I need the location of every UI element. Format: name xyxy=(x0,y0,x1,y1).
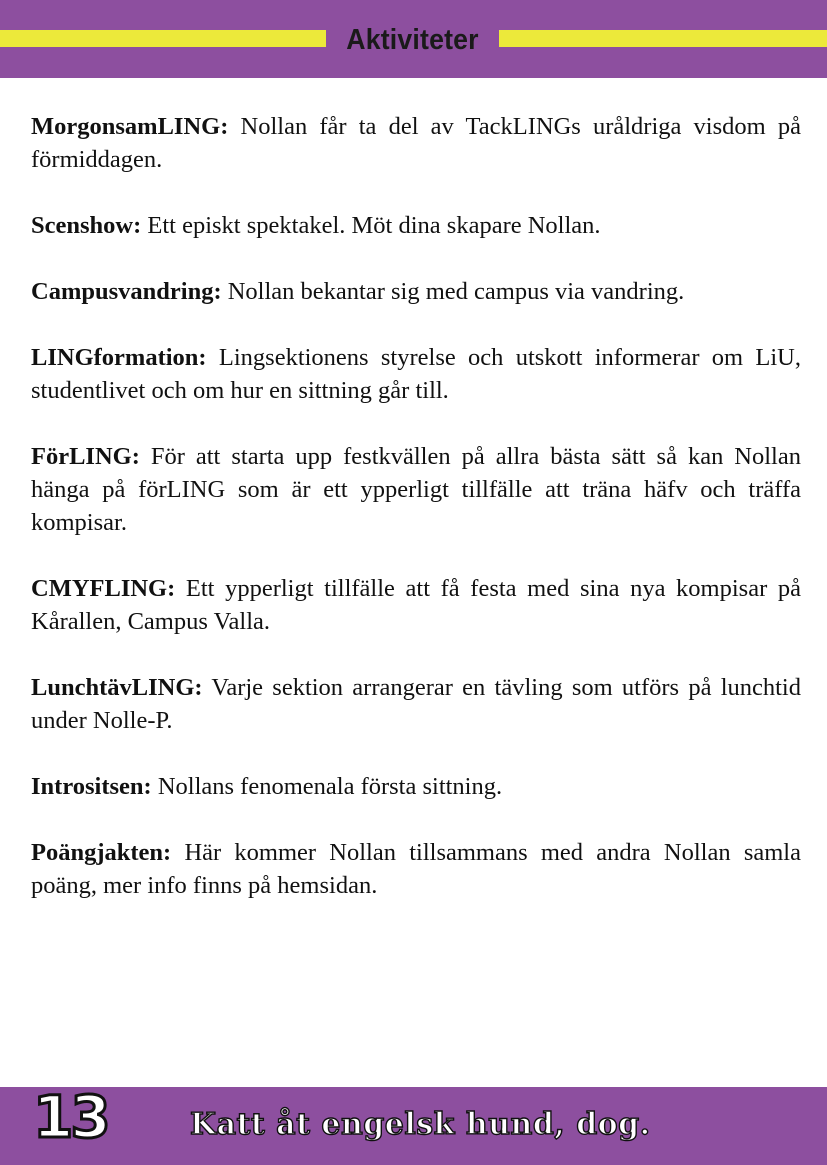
header-stripe-right xyxy=(499,30,827,47)
header-stripe-left xyxy=(0,30,326,47)
activity-description: För att starta upp festkvällen på allra bästa sätt så kan Nollan hänga på förLING som är ett ypperligt tillfälle att träna häfv och träffa kompisar. xyxy=(31,443,801,536)
activity-description: Ett ypperligt tillfälle att få festa med sina nya kompisar på Kårallen, Campus Valla. xyxy=(31,575,801,635)
activity-term: FörLING: xyxy=(31,443,140,470)
activity-entry xyxy=(31,572,801,638)
activity-entry xyxy=(31,275,801,308)
activity-description: Nollans fenomenala första sittning. xyxy=(151,773,503,800)
activity-description: Varje sektion arrangerar en tävling som utförs på lunchtid under Nolle-P. xyxy=(31,674,801,734)
activity-description: Nollan bekantar sig med campus via vandring. xyxy=(221,278,685,305)
activity-term: LINGformation: xyxy=(31,344,207,371)
activity-entry xyxy=(31,440,801,539)
header-band xyxy=(0,0,827,78)
activity-term: LunchtävLING: xyxy=(31,674,203,701)
activity-description: Nollan får ta del av TackLINGs uråldriga visdom på förmiddagen. xyxy=(31,113,801,173)
activity-list xyxy=(31,110,801,935)
activity-term: CMYFLING: xyxy=(31,575,176,602)
page-number: 13 xyxy=(33,1083,108,1151)
footer-tagline: Katt åt engelsk hund, dog. xyxy=(190,1107,651,1142)
activity-entry xyxy=(31,836,801,902)
activity-entry xyxy=(31,770,801,803)
activity-term: MorgonsamLING: xyxy=(31,113,229,140)
activity-term: Poängjakten: xyxy=(31,839,172,866)
activity-description: Lingsektionens styrelse och utskott informerar om LiU, studentlivet och om hur en sittning går till. xyxy=(31,344,801,404)
activity-entry xyxy=(31,209,801,242)
activity-entry xyxy=(31,110,801,176)
page-title: Aktiviteter xyxy=(346,24,479,56)
activity-entry xyxy=(31,341,801,407)
activity-term: Campusvandring: xyxy=(31,278,222,305)
activity-term: Scenshow: xyxy=(31,212,142,239)
footer-band xyxy=(0,1083,827,1165)
activity-description: Ett episkt spektakel. Möt dina skapare Nollan. xyxy=(141,212,601,239)
activity-description: Här kommer Nollan tillsammans med andra Nollan samla poäng, mer info finns på hemsidan. xyxy=(31,839,801,899)
activity-term: Intrositsen: xyxy=(31,773,152,800)
activity-entry xyxy=(31,671,801,737)
